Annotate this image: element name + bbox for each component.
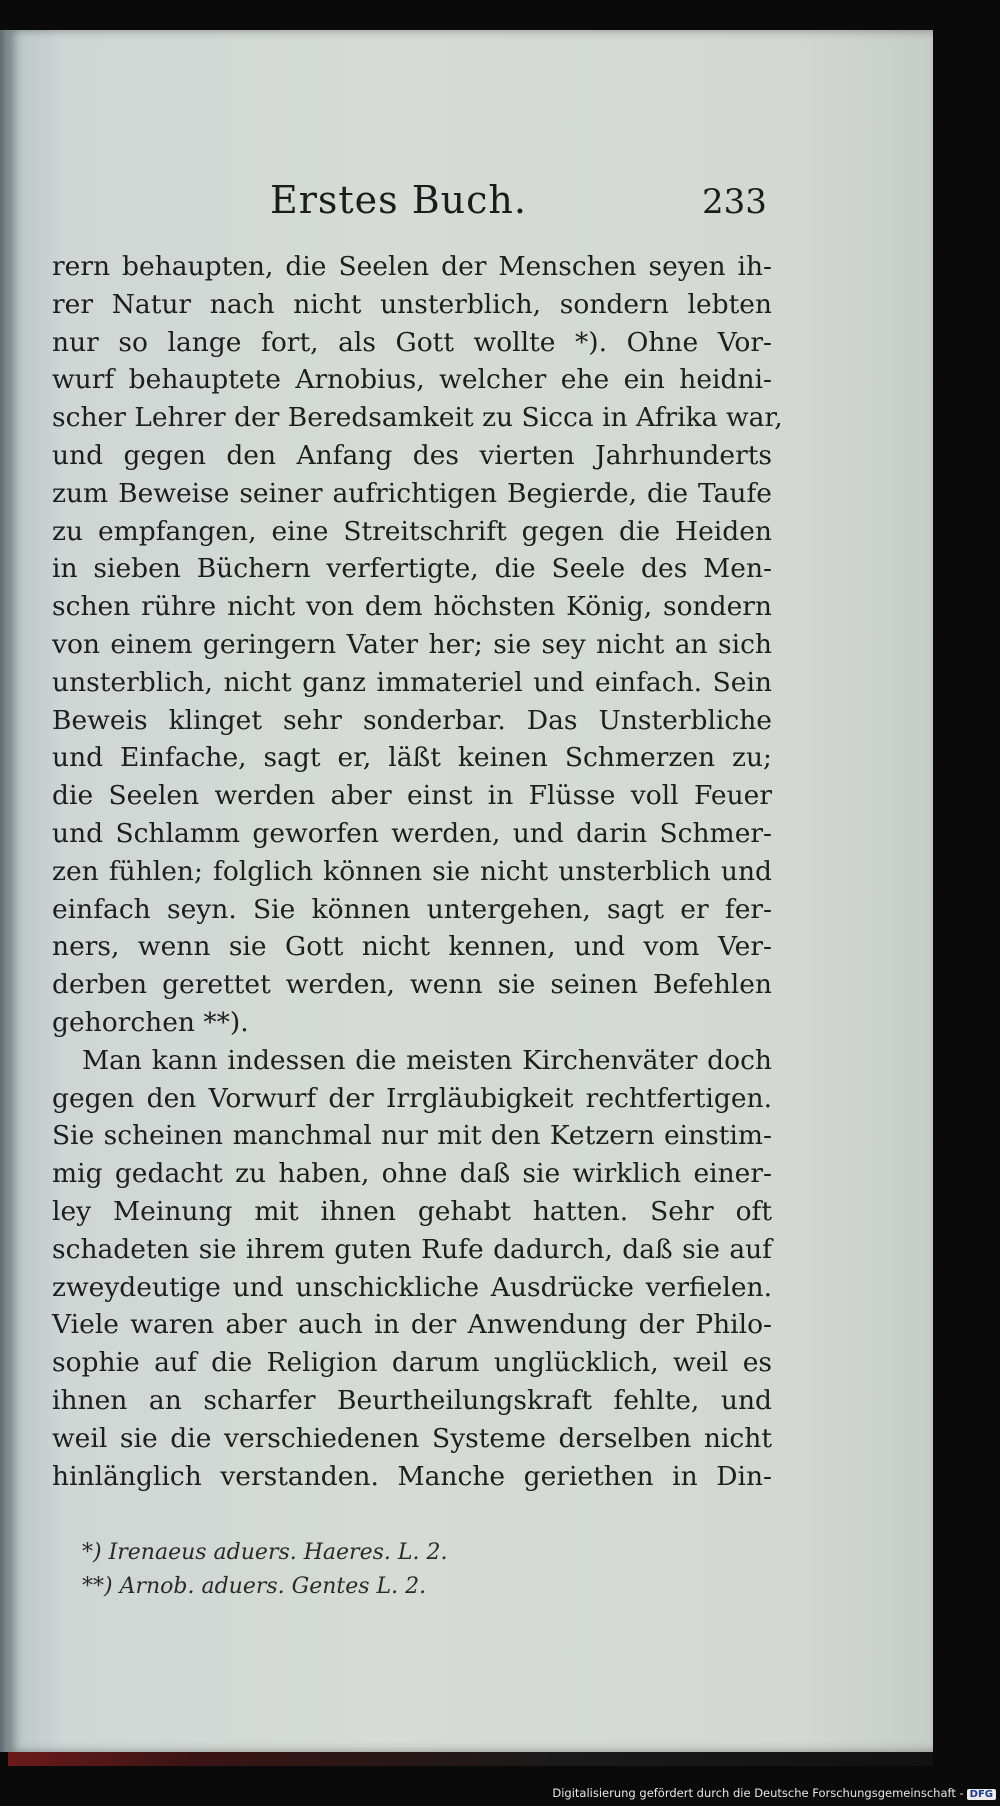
text-line: hinlänglich verstanden. Manche geriethen in Din-: [52, 1460, 772, 1492]
text-line: in sieben Büchern verfertigte, die Seele des Men-: [52, 553, 772, 585]
text-line: die Seelen werden aber einst in Flüsse voll Feuer: [52, 780, 772, 812]
text-line: mig gedacht zu haben, ohne daß sie wirklich einer-: [52, 1158, 772, 1190]
running-head-title: Erstes Buch.: [270, 178, 527, 222]
text-line: ley Meinung mit ihnen gehabt hatten. Sehr oft: [52, 1195, 772, 1227]
text-line: scher Lehrer der Beredsamkeit zu Sicca in Afrika war,: [52, 402, 783, 434]
page-bottom-edge: [8, 1752, 933, 1766]
text-line: zu empfangen, eine Streitschrift gegen die Heiden: [52, 515, 772, 547]
text-line: einfach seyn. Sie können untergehen, sagt er fer-: [52, 893, 772, 925]
running-head: [8, 178, 933, 238]
text-line: zweydeutige und unschickliche Ausdrücke verfielen.: [52, 1271, 772, 1303]
text-line: ners, wenn sie Gott nicht kennen, und vom Ver-: [52, 931, 772, 963]
text-line: wurf behauptete Arnobius, welcher ehe ein heidni-: [52, 364, 772, 396]
text-line: und Schlamm geworfen werden, und darin Schmer-: [52, 817, 772, 849]
text-line: und gegen den Anfang des vierten Jahrhunderts: [52, 439, 772, 471]
text-line: und Einfache, sagt er, läßt keinen Schmerzen zu;: [52, 742, 772, 774]
footnotes: [82, 1536, 682, 1604]
text-line: schen rühre nicht von dem höchsten König, sondern: [52, 591, 772, 623]
book-page: [8, 30, 933, 1752]
text-line: rern behaupten, die Seelen der Menschen seyen ih-: [52, 251, 772, 282]
text-line: rer Natur nach nicht unsterblich, sondern lebten: [52, 288, 772, 320]
digitization-credit: [0, 1786, 996, 1800]
page-number: 233: [702, 182, 767, 222]
text-line: weil sie die verschiedenen Systeme derselben nicht: [52, 1422, 772, 1454]
credit-text: Digitalisierung gefördert durch die Deutsche Forschungsgemeinschaft -: [552, 1786, 964, 1800]
text-line: schadeten sie ihrem guten Rufe dadurch, daß sie auf: [52, 1233, 772, 1265]
text-line: sophie auf die Religion darum unglücklich, weil es: [52, 1347, 772, 1379]
text-line: unsterblich, nicht ganz immateriel und einfach. Sein: [52, 666, 772, 698]
text-line: ihnen an scharfer Beurtheilungskraft fehlte, und: [52, 1384, 772, 1416]
text-line: von einem geringern Vater her; sie sey nicht an sich: [52, 628, 772, 660]
footnote: **) Arnob. aduers. Gentes L. 2.: [82, 1574, 427, 1599]
text-line: gehorchen **).: [52, 1006, 249, 1038]
paragraph-start-line: Man kann indessen die meisten Kirchenväter doch: [82, 1044, 772, 1076]
text-line: Viele waren aber auch in der Anwendung der Philo-: [52, 1309, 772, 1341]
footnote: *) Irenaeus aduers. Haeres. L. 2.: [82, 1540, 448, 1565]
text-line: nur so lange fort, als Gott wollte *). Ohne Vor-: [52, 326, 772, 358]
text-line: gegen den Vorwurf der Irrgläubigkeit rechtfertigen.: [52, 1082, 772, 1114]
text-line: Sie scheinen manchmal nur mit den Ketzern einstim-: [52, 1120, 772, 1152]
text-line: zen fühlen; folglich können sie nicht unsterblich und: [52, 855, 772, 887]
dfg-logo-badge: DFG: [967, 1789, 996, 1800]
text-line: zum Beweise seiner aufrichtigen Begierde, die Taufe: [52, 477, 772, 509]
text-line: derben gerettet werden, wenn sie seinen Befehlen: [52, 969, 772, 1001]
text-line: Beweis klinget sehr sonderbar. Das Unsterbliche: [52, 704, 772, 736]
body-text: [52, 248, 783, 1495]
